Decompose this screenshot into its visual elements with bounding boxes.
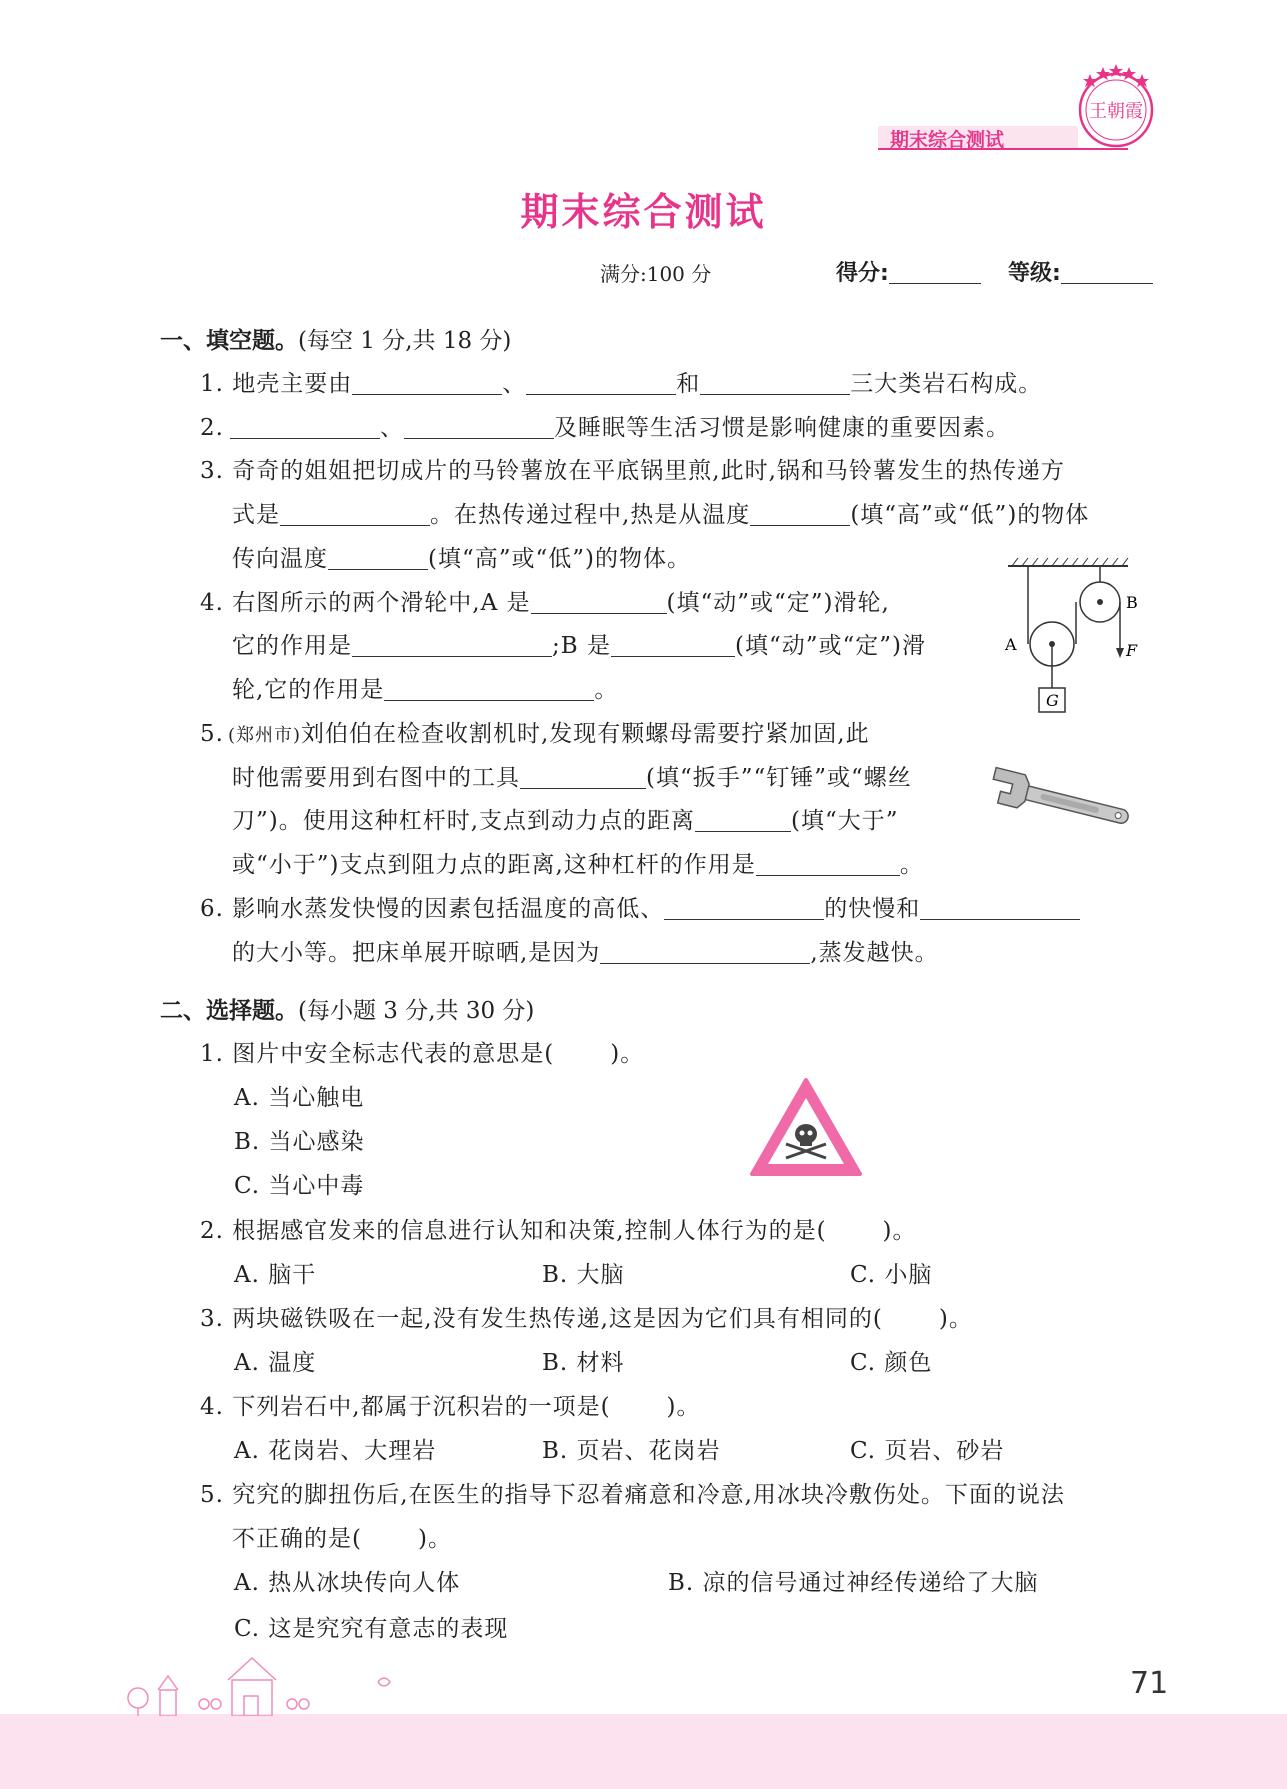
s1-q2-end: 及睡眠等生活习惯是影响健康的重要因素。 xyxy=(553,415,1010,441)
s2-q1-option-c[interactable]: C. 当心中毒 xyxy=(234,1173,365,1199)
s2-q1-option-a[interactable]: A. 当心触电 xyxy=(234,1085,365,1111)
s1-q2-sep: 、 xyxy=(379,415,404,441)
s1-q5-l4a: 或“小于”)支点到阻力点的距离,这种杠杆的作用是 xyxy=(232,852,756,878)
s1-q5-l3b: (填“大于” xyxy=(791,808,899,834)
s1-q1-blank1[interactable] xyxy=(352,370,502,395)
pulley-label-b: B xyxy=(1126,593,1138,612)
s2-q5-line1: 5. 究究的脚扭伤后,在医生的指导下忍着痛意和冷意,用冰块冷敷伤处。下面的说法 xyxy=(200,1482,1065,1508)
s1-q5-line1 xyxy=(200,719,870,751)
s1-q1-blank3[interactable] xyxy=(700,370,850,395)
s1-q1-end: 三大类岩石构成。 xyxy=(850,371,1043,397)
s1-q5-l2a: 时他需要用到右图中的工具 xyxy=(232,765,520,791)
s1-q3-l3a: 传向温度 xyxy=(232,546,328,572)
header-tab-title: 期末综合测试 xyxy=(890,129,1005,151)
pulley-label-f: F xyxy=(1126,641,1138,660)
s1-q5-l3a: 刀”)。使用这种杠杆时,支点到动力点的距离 xyxy=(232,808,696,834)
poison-warning-sign xyxy=(748,1076,864,1178)
s2-q5-text: 不正确的是( xyxy=(232,1526,362,1552)
s1-q5-l2b: (填“扳手”“钉锤”或“螺丝 xyxy=(646,765,912,791)
s1-q5-line3 xyxy=(232,806,899,836)
skull-warning-icon xyxy=(748,1076,864,1178)
s1-q4-line2 xyxy=(232,631,926,661)
grade-label xyxy=(1008,256,1153,287)
s1-q6-blank2[interactable] xyxy=(920,895,1080,920)
s1-q4-l1b: (填“动”或“定”)滑轮, xyxy=(666,590,890,616)
footer-decoration xyxy=(120,1652,420,1716)
s1-q3-l3b: (填“高”或“低”)的物体。 xyxy=(428,546,691,572)
s2-q3-option-a[interactable]: A. 温度 xyxy=(234,1350,317,1376)
s2-q2-end: )。 xyxy=(882,1218,917,1244)
s1-q6-l2b: ,蒸发越快。 xyxy=(810,940,939,966)
section2-note: (每小题 3 分,共 30 分) xyxy=(298,998,535,1024)
s2-q5-option-b[interactable]: B. 凉的信号通过神经传递给了大脑 xyxy=(668,1570,1039,1596)
footer-band xyxy=(0,1714,1287,1789)
s1-q4-l3a: 轮,它的作用是 xyxy=(232,677,385,703)
s2-q1-stem xyxy=(200,1039,644,1069)
s1-q2-num: 2. xyxy=(200,415,224,441)
section2-title: 二、选择题。 xyxy=(160,998,298,1024)
s2-q2-option-a[interactable]: A. 脑干 xyxy=(234,1262,317,1288)
s1-q4-l3b: 。 xyxy=(594,677,619,703)
wrench-image xyxy=(980,766,1140,836)
s2-q5-end: )。 xyxy=(417,1526,452,1552)
score-blank[interactable] xyxy=(889,259,981,284)
s2-q5-option-a[interactable]: A. 热从冰块传向人体 xyxy=(234,1570,461,1596)
s1-q3-line1: 3. 奇奇的姐姐把切成片的马铃薯放在平底锅里煎,此时,锅和马铃薯发生的热传递方 xyxy=(200,458,1065,484)
s1-q3-blank2[interactable] xyxy=(750,501,850,526)
s1-q2 xyxy=(200,413,1010,443)
section1-heading xyxy=(160,326,511,356)
s1-q5-line4 xyxy=(232,850,924,880)
s2-q4-stem xyxy=(200,1392,701,1422)
s1-q6-l1b: 的快慢和 xyxy=(824,896,921,922)
s1-q3-l2b: 。在热传递过程中,热是从温度 xyxy=(430,502,751,528)
s1-q6-blank3[interactable] xyxy=(600,939,810,964)
score-label-text: 得分: xyxy=(836,261,889,286)
s2-q4-option-c[interactable]: C. 页岩、砂岩 xyxy=(850,1438,1005,1464)
grade-label-text: 等级: xyxy=(1008,261,1061,286)
s1-q5-l1: 刘伯伯在检查收割机时,发现有颗螺母需要拧紧加固,此 xyxy=(301,721,870,747)
s1-q1-and: 和 xyxy=(676,371,701,397)
pulley-diagram xyxy=(990,556,1140,716)
section1-note: (每空 1 分,共 18 分) xyxy=(298,328,512,354)
s1-q5-blank3[interactable] xyxy=(756,851,900,876)
s1-q4-blank1[interactable] xyxy=(531,589,667,614)
s2-q4-text: 4. 下列岩石中,都属于沉积岩的一项是( xyxy=(200,1394,611,1420)
s1-q4-l1a: 4. 右图所示的两个滑轮中,A 是 xyxy=(200,590,531,616)
s1-q1-sep: 、 xyxy=(502,371,527,397)
pulley-label-a: A xyxy=(1005,635,1017,654)
s1-q6-line2 xyxy=(232,938,939,968)
s2-q3-end: )。 xyxy=(938,1306,973,1332)
s2-q4-option-a[interactable]: A. 花岗岩、大理岩 xyxy=(234,1438,437,1464)
section2-heading xyxy=(160,996,534,1026)
s2-q2-option-c[interactable]: C. 小脑 xyxy=(850,1262,933,1288)
full-score: 满分:100 分 xyxy=(600,262,712,286)
s1-q4-blank4[interactable] xyxy=(384,676,594,701)
s2-q3-option-b[interactable]: B. 材料 xyxy=(542,1350,625,1376)
s2-q3-option-c[interactable]: C. 颜色 xyxy=(850,1350,933,1376)
wrench-icon xyxy=(980,766,1140,836)
s1-q5-l4b: 。 xyxy=(899,852,924,878)
s1-q6-l2a: 的大小等。把床单展开晾晒,是因为 xyxy=(232,940,601,966)
s1-q6-blank1[interactable] xyxy=(664,895,824,920)
s1-q3-blank1[interactable] xyxy=(280,501,430,526)
page-number: 71 xyxy=(1130,1666,1169,1701)
s1-q1-blank2[interactable] xyxy=(526,370,676,395)
s1-q5-tag: (郑州市) xyxy=(227,725,301,746)
castle-decoration-icon xyxy=(120,1652,420,1716)
s1-q3-blank3[interactable] xyxy=(328,545,428,570)
s2-q2-text: 2. 根据感官发来的信息进行认知和决策,控制人体行为的是( xyxy=(200,1218,827,1244)
s2-q1-text: 1. 图片中安全标志代表的意思是( xyxy=(200,1041,555,1067)
s1-q2-blank2[interactable] xyxy=(404,414,554,439)
s2-q2-option-b[interactable]: B. 大脑 xyxy=(542,1262,625,1288)
s1-q4-blank3[interactable] xyxy=(611,632,735,657)
s2-q3-text: 3. 两块磁铁吸在一起,没有发生热传递,这是因为它们具有相同的( xyxy=(200,1306,883,1332)
s1-q5-blank1[interactable] xyxy=(520,764,646,789)
s1-q1 xyxy=(200,369,1042,399)
s2-q1-option-b[interactable]: B. 当心感染 xyxy=(234,1129,365,1155)
s1-q3-line2 xyxy=(232,500,1089,530)
s2-q2-stem xyxy=(200,1216,917,1246)
s1-q4-blank2[interactable] xyxy=(352,632,552,657)
s1-q3-l2c: (填“高”或“低”)的物体 xyxy=(850,502,1090,528)
page-title: 期末综合测试 xyxy=(520,190,767,234)
s2-q4-option-b[interactable]: B. 页岩、花岗岩 xyxy=(542,1438,721,1464)
pulley-label-g: G xyxy=(1046,691,1059,710)
s2-q5-option-c[interactable]: C. 这是究究有意志的表现 xyxy=(234,1616,509,1642)
grade-blank[interactable] xyxy=(1061,259,1153,284)
s1-q4-line1 xyxy=(200,588,890,618)
s1-q4-l2a: 它的作用是 xyxy=(232,633,352,659)
s1-q5-blank2[interactable] xyxy=(695,807,791,832)
s1-q4-l2c: (填“动”或“定”)滑 xyxy=(734,633,926,659)
s1-q1-text: 1. 地壳主要由 xyxy=(200,371,353,397)
s1-q5-line2 xyxy=(232,763,912,793)
header-tab xyxy=(878,126,1090,152)
s1-q3-line3 xyxy=(232,544,691,574)
s2-q5-line2 xyxy=(232,1524,452,1554)
s2-q1-end: )。 xyxy=(610,1041,645,1067)
s1-q4-l2b: ;B 是 xyxy=(552,633,611,659)
section1-title: 一、填空题。 xyxy=(160,328,298,354)
s2-q3-stem xyxy=(200,1304,973,1334)
s1-q5-num: 5. xyxy=(200,721,224,747)
s1-q4-line3 xyxy=(232,675,618,705)
s1-q3-l2a: 式是 xyxy=(232,502,280,528)
s1-q6-line1 xyxy=(200,894,1080,924)
pulley-icon xyxy=(990,556,1140,716)
s1-q2-blank1[interactable] xyxy=(230,414,380,439)
s2-q4-end: )。 xyxy=(666,1394,701,1420)
s1-q6-l1a: 6. 影响水蒸发快慢的因素包括温度的高低、 xyxy=(200,896,665,922)
score-label xyxy=(836,256,981,287)
logo-text: 王朝霞 xyxy=(1089,101,1143,122)
